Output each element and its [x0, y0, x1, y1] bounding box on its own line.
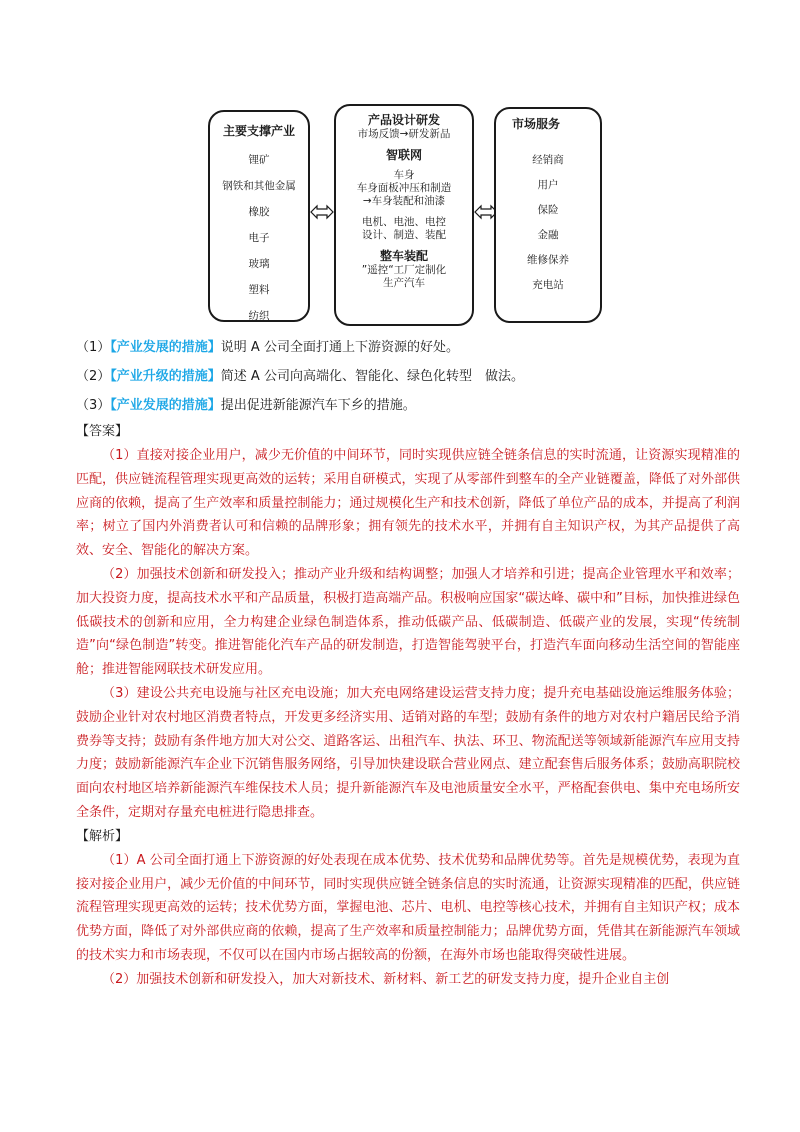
question-number: （3） [76, 398, 111, 413]
list-item: 纺织 [248, 310, 270, 322]
answer-paragraph: （1）直接对接企业用户，减少无价值的中间环节，同时实现供应链全链条信息的实时流通，让资源实现精准的匹配，供应链流程管理实现更高效的运转；采用自研模式，实现了从零部件到整车的全产业链覆盖，降低了对外部供应商的依赖，提高了生产效率和质量控制能力；通过规模化生产和技术创新，降低了单位产品的成本，并提高了利润率；树立了国内外消费者认可和信赖的品牌形象；拥有领先的技术水平，并拥有自主知识产权，为其产品提供了高效、安全、智能化的解决方案。 [76, 448, 740, 559]
list-item: 用户 [537, 179, 559, 191]
double-arrow-icon [310, 204, 334, 220]
list-item: 维修保养 [527, 254, 569, 266]
analysis-paragraph: （1）A 公司全面打通上下游资源的好处表现在成本优势、技术优势和品牌优势等。首先是规模优势，表现为直接对接企业用户，减少无价值的中间环节，同时实现供应链全链条信息的实时流通，让资源实现精准的匹配，供应链流程管理实现更高效的运转；技术优势方面，掌握电池、芯片、电机、电控等核心技术，并拥有自主知识产权；成本优势方面，降低了对外部供应商的依赖，提高了生产效率和质量控制能力；品牌优势方面，凭借其在新能源汽车领域的技术实力和市场表现，不仅可以在国内市场占据较高的份额，在海外市场也能取得突破性进展。 [76, 852, 740, 963]
list-item: 电子 [248, 232, 270, 244]
question-number: （2） [76, 369, 111, 384]
list-item: 充电站 [532, 279, 564, 291]
question-number: （1） [76, 340, 111, 355]
question-1 [76, 333, 740, 362]
question-tag: 【产业升级的措施】 [110, 369, 221, 384]
list-item: 塑料 [248, 284, 270, 296]
list-item: 锂矿 [248, 154, 270, 166]
answer-heading: 【答案】 [76, 424, 129, 439]
motor-line: 设计、制造、装配 [362, 229, 446, 241]
answer-paragraph: （2）加强技术创新和研发投入；推动产业升级和结构调整；加强人才培养和引进；提高企业管理水平和效率；加大投资力度，提高技术水平和产品质量，积极打造高端产品。积极响应国家“碳达峰、碳中和”目标，加快推进绿色低碳技术的创新和应用，全力构建企业绿色制造体系，推动低碳产品、低碳制造、低碳产业的发展，实现“传统制造”向“绿色制造”转变。推进智能化汽车产品的研发制造，打造智能驾驶平台，打造汽车面向移动生活空间的智能座舱；推进智能网联技术研发应用。 [76, 566, 740, 678]
question-2 [76, 362, 740, 391]
question-tag: 【产业发展的措施】 [110, 340, 221, 355]
question-text: 说明 A 公司全面打通上下游资源的好处。 [220, 340, 459, 355]
question-text: 简述 A 公司向高端化、智能化、绿色化转型 做法。 [220, 369, 524, 384]
motor-line: 电机、电池、电控 [362, 216, 446, 228]
body-line: →车身装配和油漆 [362, 195, 446, 207]
answer-paragraph: （3）建设公共充电设施与社区充电设施；加大充电网络建设运营支持力度；提升充电基础设施运维服务体验；鼓励企业针对农村地区消费者特点，开发更多经济实用、适销对路的车型；鼓励有条件的地方对农村户籍居民给予消费券等支持；鼓励有条件地方加大对公交、道路客运、出租汽车、执法、环卫、物流配送等领域新能源汽车应用支持力度；鼓励新能源汽车企业下沉销售服务网络，引导加快建设联合营业网点、建立配套售后服务体系；鼓励高职院校面向农村地区培养新能源汽车维保技术人员；提升新能源汽车及电池质量安全水平，严格配套供电、集中充电场所安全条件，定期对存量充电桩进行隐患排查。 [76, 685, 740, 820]
body-line: 车身面板冲压和制造 [356, 182, 452, 194]
remote-line: ”遥控“工厂定制化 [361, 264, 447, 276]
analysis-heading: 【解析】 [76, 828, 129, 844]
subtitle: 市场反馈→研发新品 [357, 128, 451, 140]
document-body [76, 333, 740, 992]
list-item: 钢铁和其他金属 [222, 180, 296, 192]
box-title: 主要支撑产业 [222, 124, 295, 138]
question-text: 提出促进新能源汽车下乡的措施。 [220, 398, 416, 413]
list-item: 橡胶 [248, 206, 270, 218]
industry-chain-diagram [208, 104, 602, 326]
supporting-industries-box [208, 110, 310, 322]
question-3 [76, 391, 740, 420]
list-item: 玻璃 [248, 258, 270, 270]
assembly-label: 整车装配 [379, 249, 428, 263]
remote-line: 生产汽车 [383, 277, 425, 289]
list-item: 金融 [537, 229, 559, 241]
list-item: 经销商 [532, 154, 564, 166]
question-tag: 【产业发展的措施】 [110, 398, 221, 413]
list-item: 保险 [537, 204, 559, 216]
product-design-box [334, 104, 474, 326]
analysis-paragraph: （2）加强技术创新和研发投入，加大对新技术、新材料、新工艺的研发支持力度，提升企业自主创 [102, 971, 670, 987]
box-title: 市场服务 [512, 117, 561, 131]
body-line: 车身 [393, 169, 415, 181]
box-title: 产品设计研发 [367, 113, 440, 127]
market-services-box [494, 107, 602, 323]
zhilian-label: 智联网 [385, 148, 422, 162]
